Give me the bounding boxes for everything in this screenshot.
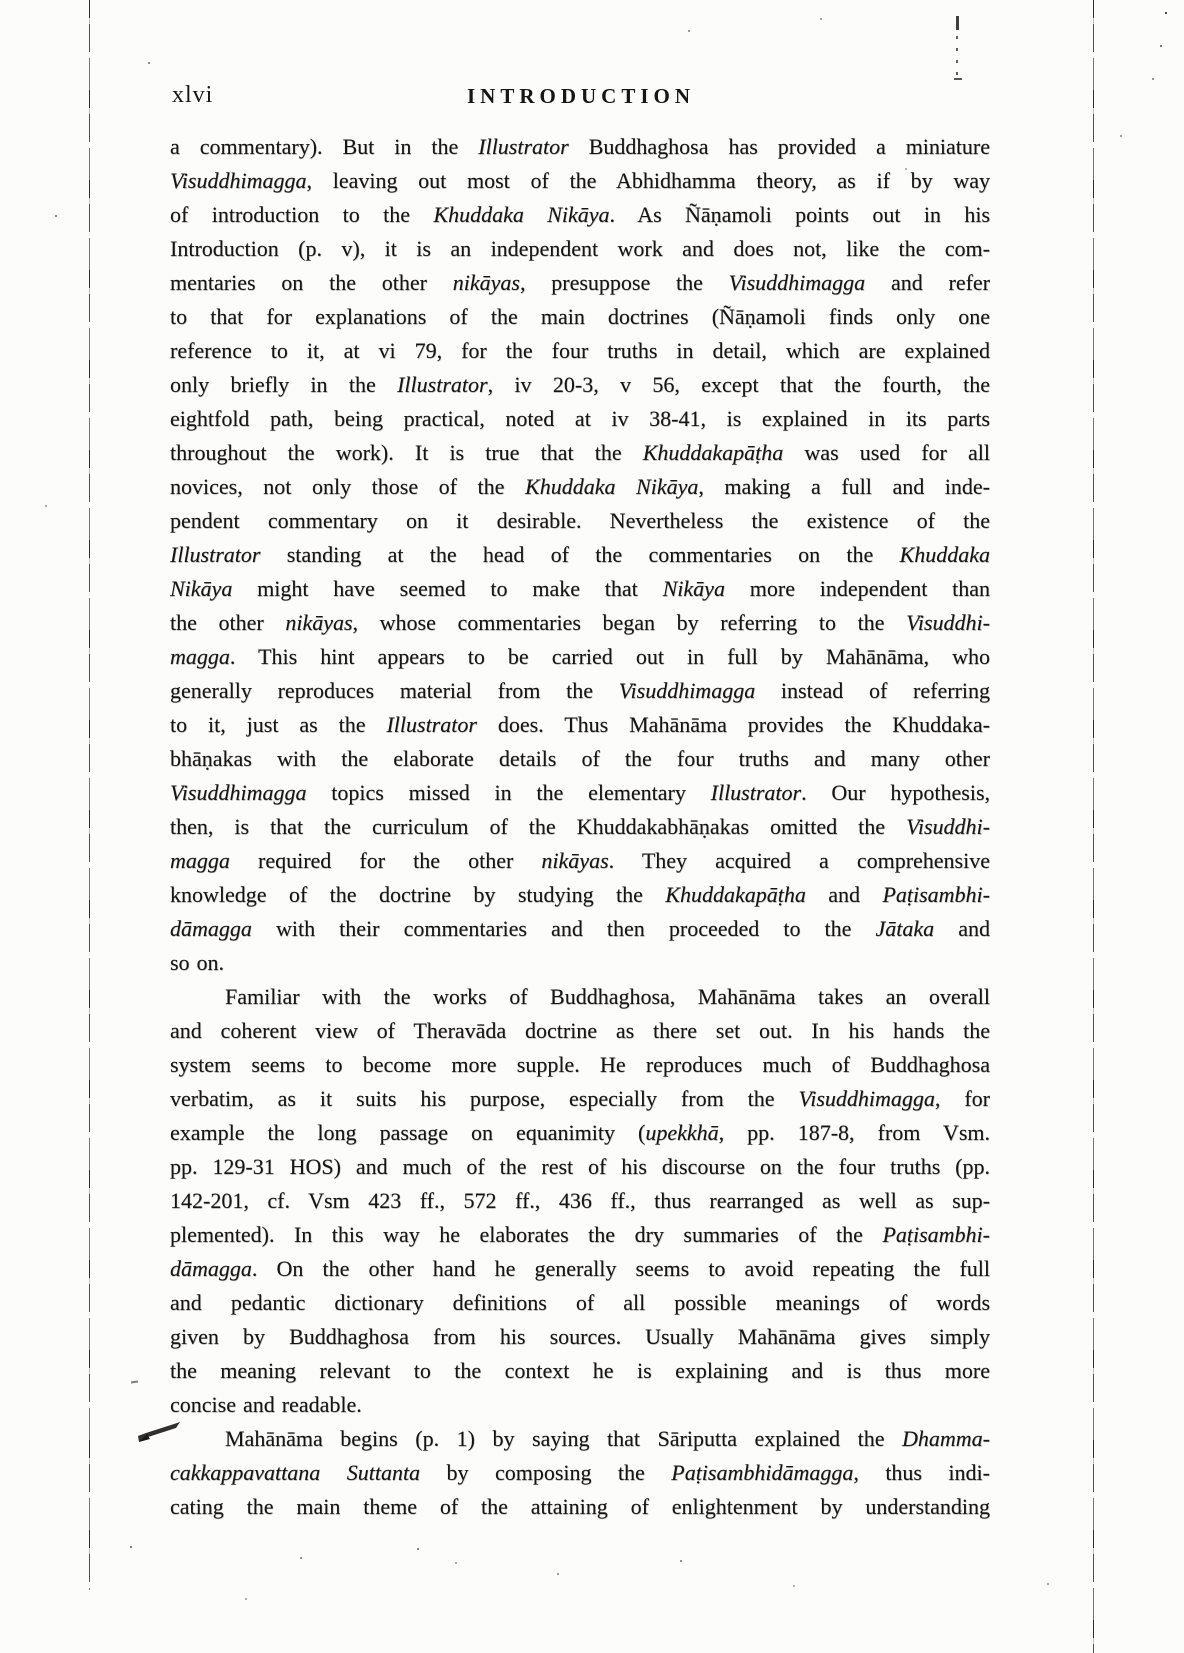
text-line — [170, 1150, 990, 1184]
text-segment: . As Ñāṇamoli points out in his — [609, 202, 990, 227]
text-line — [170, 1184, 990, 1218]
italic-text-segment: upekkhā — [645, 1120, 719, 1145]
italic-text-segment: Visuddhimagga — [618, 678, 756, 703]
ink-speck-trail-icon — [956, 36, 958, 84]
text-segment: , leaving out most of the Abhidhamma theory, as if by way — [306, 168, 990, 193]
text-segment: only briefly in the — [170, 372, 398, 397]
italic-text-segment: Illustrator — [478, 134, 569, 159]
text-segment: Introduction (p. v), it is an independent work and does not, like the com- — [170, 236, 990, 261]
italic-text-segment: magga — [170, 848, 230, 873]
text-segment: with their commentaries and then proceeded to the — [251, 916, 876, 941]
italic-text-segment: Illustrator — [710, 780, 802, 805]
text-segment: reference to it, at vi 79, for the four truths in detail, which are explained — [170, 338, 990, 363]
text-line — [170, 402, 990, 436]
text-segment: verbatim, as it suits his purpose, especially from the — [170, 1086, 799, 1111]
left-binding-scan-line — [89, 0, 90, 1590]
text-segment: topics missed in the elementary — [306, 780, 711, 805]
italic-text-segment: Visuddhimagga — [170, 780, 307, 805]
text-segment: , pp. 187-8, from Vsm. — [718, 1120, 990, 1145]
text-segment: plemented). In this way he elaborates the dry summaries of the — [170, 1222, 883, 1247]
text-segment: knowledge of the doctrine by studying the — [170, 882, 666, 907]
italic-text-segment: Jātaka — [875, 916, 935, 941]
text-line — [170, 1286, 990, 1320]
text-segment: might have seemed to make that — [232, 576, 663, 601]
text-line — [170, 130, 990, 164]
text-segment: . Our hypothesis, — [801, 780, 990, 805]
text-segment: , iv 20-3, v 56, except that the fourth, the — [487, 372, 990, 397]
text-line — [170, 606, 990, 640]
italic-text-segment: Paṭisambhidāmagga — [671, 1460, 854, 1485]
text-line — [170, 1456, 990, 1490]
text-segment: pendent commentary on it desirable. Nevertheless the existence of the — [170, 508, 990, 533]
text-segment: , for — [934, 1086, 990, 1111]
italic-text-segment: Paṭisambhi- — [882, 1222, 990, 1247]
text-line — [170, 1354, 990, 1388]
ink-speck-dash-icon — [954, 78, 962, 80]
text-line — [170, 1320, 990, 1354]
text-segment: of introduction to the — [170, 202, 434, 227]
text-segment: then, is that the curriculum of the Khuddakabhāṇakas omitted the — [170, 814, 907, 839]
text-line — [170, 810, 990, 844]
text-line — [170, 1082, 990, 1116]
italic-text-segment: Khuddakapāṭha — [665, 882, 806, 907]
italic-text-segment: Khuddaka Nikāya — [525, 474, 699, 499]
text-line — [170, 572, 990, 606]
text-segment: by composing the — [420, 1460, 672, 1485]
text-segment: does. Thus Mahānāma provides the Khuddaka- — [476, 712, 990, 737]
text-line — [170, 1388, 990, 1422]
text-segment: instead of referring — [755, 678, 990, 703]
italic-text-segment: Illustrator — [170, 542, 261, 567]
right-edge-scan-line — [1093, 0, 1094, 1653]
text-line — [170, 980, 990, 1014]
italic-text-segment: Khuddaka — [899, 542, 990, 567]
text-segment: , making a full and inde- — [698, 474, 990, 499]
text-line — [170, 640, 990, 674]
pen-arrow-icon — [136, 1420, 182, 1444]
italic-text-segment: Khuddakapāṭha — [642, 440, 784, 465]
text-segment: and pedantic dictionary definitions of all possible meanings of words — [170, 1290, 990, 1315]
text-segment: and — [934, 916, 990, 941]
text-segment: required for the other — [229, 848, 542, 873]
italic-text-segment: dāmagga — [170, 1256, 252, 1281]
text-line — [170, 946, 990, 980]
italic-text-segment: Illustrator — [397, 372, 488, 397]
text-segment: so on. — [170, 950, 225, 975]
text-line — [170, 198, 990, 232]
text-line — [170, 1048, 990, 1082]
text-segment: and coherent view of Theravāda doctrine as there set out. In his hands the — [170, 1018, 990, 1043]
page-number: xlvi — [172, 82, 214, 108]
text-segment: and refer — [865, 270, 990, 295]
text-segment: mentaries on the other — [170, 270, 453, 295]
text-segment: Buddhaghosa has provided a miniature — [568, 134, 990, 159]
text-line — [170, 1218, 990, 1252]
italic-text-segment: Nikāya — [662, 576, 725, 601]
text-segment: . This hint appears to be carried out in full by Mahānāma, who — [229, 644, 990, 669]
text-segment: Familiar with the works of Buddhaghosa, Mahānāma takes an overall — [225, 984, 990, 1009]
italic-text-segment: Dhamma- — [902, 1426, 990, 1451]
text-line — [170, 912, 990, 946]
text-line — [170, 708, 990, 742]
text-line — [170, 844, 990, 878]
text-line — [170, 232, 990, 266]
text-segment: example the long passage on equanimity ( — [170, 1120, 646, 1145]
text-segment: to it, just as the — [170, 712, 387, 737]
text-line — [170, 266, 990, 300]
text-segment: to that for explanations of the main doctrines (Ñāṇamoli finds only one — [170, 304, 990, 329]
text-line — [170, 776, 990, 810]
text-segment: given by Buddhaghosa from his sources. Usually Mahānāma gives simply — [170, 1324, 990, 1349]
text-segment: standing at the head of the commentaries on the — [260, 542, 900, 567]
text-segment: , whose commentaries began by referring to the — [352, 610, 907, 635]
text-segment: the meaning relevant to the context he is explaining and is thus more — [170, 1358, 990, 1383]
italic-text-segment: Khuddaka Nikāya — [433, 202, 610, 227]
italic-text-segment: Paṭisambhi- — [882, 882, 990, 907]
italic-text-segment: dāmagga — [170, 916, 252, 941]
italic-text-segment: cakkappavattana Suttanta — [170, 1460, 421, 1485]
text-line — [170, 674, 990, 708]
text-segment: bhāṇakas with the elaborate details of the four truths and many other — [170, 746, 990, 771]
text-line — [170, 1116, 990, 1150]
text-line — [170, 1014, 990, 1048]
text-segment: concise and readable. — [170, 1392, 362, 1417]
italic-text-segment: Visuddhi- — [906, 610, 990, 635]
text-line — [170, 1422, 990, 1456]
text-segment: system seems to become more supple. He reproduces much of Buddhaghosa — [170, 1052, 990, 1077]
text-segment: . They acquired a comprehensive — [608, 848, 990, 873]
text-segment: and — [805, 882, 883, 907]
text-segment: novices, not only those of the — [170, 474, 526, 499]
text-segment: Mahānāma begins (p. 1) by saying that Sāriputta explained the — [225, 1426, 902, 1451]
italic-text-segment: Visuddhimagga — [798, 1086, 935, 1111]
text-segment: cating the main theme of the attaining of enlightenment by understanding — [170, 1494, 990, 1519]
italic-text-segment: nikāyas — [285, 610, 353, 635]
italic-text-segment: magga — [170, 644, 230, 669]
italic-text-segment: Nikāya — [170, 576, 233, 601]
text-line — [170, 334, 990, 368]
text-segment: throughout the work). It is true that the — [170, 440, 643, 465]
text-segment: . On the other hand he generally seems to avoid repeating the full — [251, 1256, 990, 1281]
scan-noise-speckles — [0, 0, 2, 2]
text-line — [170, 1490, 990, 1524]
text-segment: generally reproduces material from the — [170, 678, 619, 703]
ink-speck-icon — [956, 16, 961, 30]
italic-text-segment: Visuddhimagga — [170, 168, 307, 193]
text-segment: the other — [170, 610, 286, 635]
text-line — [170, 164, 990, 198]
text-segment: eightfold path, being practical, noted at iv 38-41, is explained in its parts — [170, 406, 990, 431]
text-segment: was used for all — [783, 440, 990, 465]
text-line — [170, 1252, 990, 1286]
text-line — [170, 300, 990, 334]
italic-text-segment: Illustrator — [386, 712, 477, 737]
text-segment: 142-201, cf. Vsm 423 ff., 572 ff., 436 ff., thus rearranged as well as sup- — [170, 1188, 990, 1213]
italic-text-segment: Visuddhimagga — [728, 270, 866, 295]
italic-text-segment: Visuddhi- — [906, 814, 990, 839]
text-segment: pp. 129-31 HOS) and much of the rest of his discourse on the four truths (pp. — [170, 1154, 990, 1179]
italic-text-segment: nikāyas — [541, 848, 609, 873]
text-segment: a commentary). But in the — [170, 134, 479, 159]
italic-text-segment: nikāyas — [452, 270, 520, 295]
text-segment: more independent than — [724, 576, 990, 601]
text-line — [170, 538, 990, 572]
text-line — [170, 436, 990, 470]
text-segment: , presuppose the — [519, 270, 729, 295]
text-line — [170, 368, 990, 402]
text-block — [170, 130, 990, 1524]
text-line — [170, 742, 990, 776]
margin-dash-icon — [131, 1381, 138, 1384]
page-title: INTRODUCTION — [466, 84, 696, 108]
text-line — [170, 504, 990, 538]
text-line — [170, 470, 990, 504]
text-line — [170, 878, 990, 912]
text-segment: , thus indi- — [853, 1460, 990, 1485]
